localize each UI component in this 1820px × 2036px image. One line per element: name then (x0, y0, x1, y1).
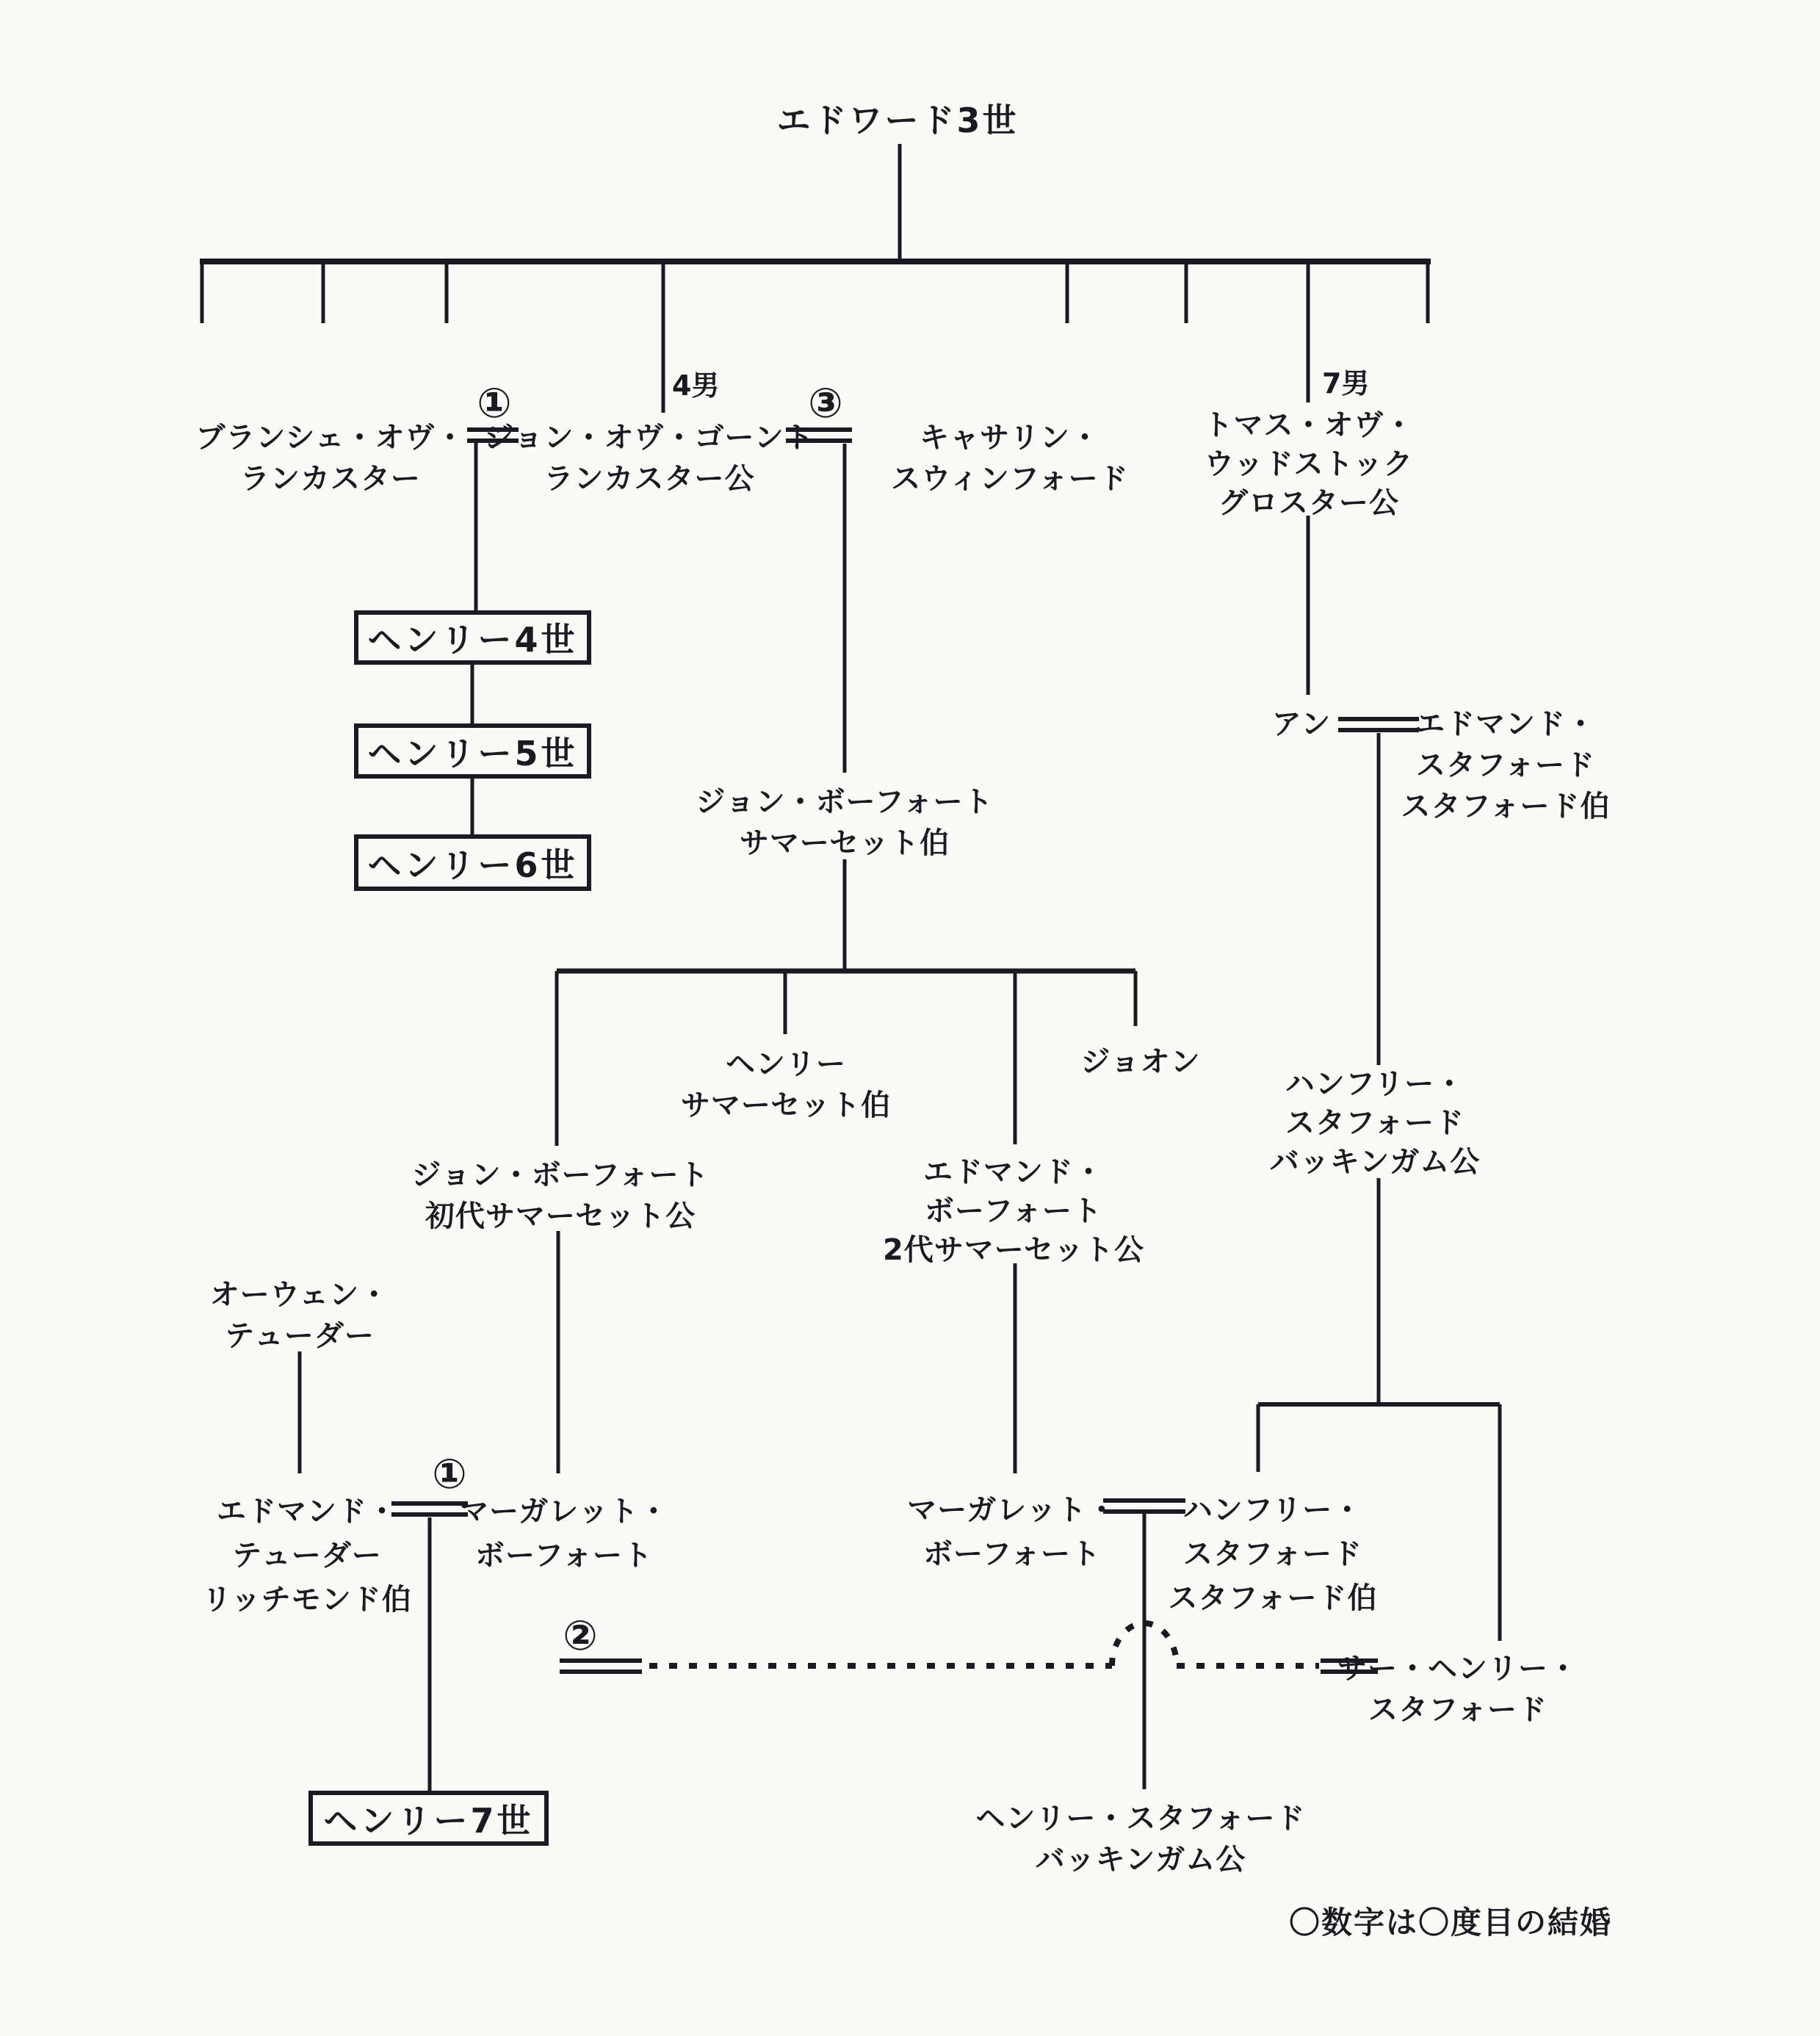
box-henry-vii: ヘンリー7世 (308, 1791, 549, 1846)
person-margaret-beaufort-right: マーガレット・ ボーフォート (907, 1493, 1117, 1571)
person-katherine-swynford: キャサリン・ スウィンフォード (891, 421, 1129, 496)
marriage-mark-third-gaunt: ③ (808, 380, 843, 427)
person-henry-stafford-buckingham: ヘンリー・スタフォード バッキンガム公 (975, 1802, 1306, 1877)
person-edmund-beaufort: エドマンド・ ボーフォート 2代サマーセット公 (882, 1155, 1145, 1267)
person-owen-tudor: オーウェン・ テューダー (209, 1278, 390, 1353)
person-henry-somerset: ヘンリー サマーセット伯 (680, 1047, 892, 1122)
person-edmund-tudor: エドマンド・ テューダー リッチモンド伯 (202, 1495, 412, 1617)
marriage-mark-second-margaret: ② (563, 1612, 598, 1660)
marriage-mark-first-tudor: ① (432, 1451, 467, 1498)
person-john-beaufort-duke: ジョン・ボーフォート 初代サマーセット公 (411, 1158, 709, 1233)
person-thomas-of-woodstock: トマス・オヴ・ ウッドストック グロスター公 (1203, 408, 1415, 520)
marriage-equals-second-left (560, 1658, 642, 1674)
person-humphrey-stafford-earl: ハンフリー・ スタフォード スタフォード伯 (1168, 1493, 1378, 1615)
box-henry-v: ヘンリー5世 (354, 723, 591, 779)
box-henry-iv: ヘンリー4世 (354, 610, 591, 665)
person-john-of-gaunt: ジョン・オヴ・ゴーント ランカスター公 (484, 421, 815, 496)
label-fourth-son: 4男 (672, 369, 720, 402)
marriage-mark-first-gaunt: ① (477, 380, 512, 427)
marriage-equals-tudor-margaret (391, 1501, 468, 1517)
person-humphrey-stafford-buckingham: ハンフリー・ スタフォード バッキンガム公 (1269, 1067, 1481, 1179)
marriage-equals-gaunt-katherine (786, 427, 852, 443)
box-henry-vi: ヘンリー6世 (354, 834, 591, 891)
person-anne: アン (1271, 707, 1332, 741)
person-joan: ジョオン (1080, 1045, 1201, 1079)
person-blanche-of-lancaster: ブランシェ・オヴ・ ランカスター (195, 421, 466, 496)
person-margaret-beaufort-left: マーガレット・ ボーフォート (459, 1495, 669, 1573)
person-edmund-stafford: エドマンド・ スタフォード スタフォード伯 (1401, 707, 1611, 823)
person-edward-iii: エドワード3世 (776, 101, 1019, 140)
person-john-beaufort-somerset: ジョン・ボーフォート サマーセット伯 (696, 785, 994, 860)
label-seventh-son: 7男 (1322, 367, 1370, 400)
legend-note: 〇数字は〇度目の結婚 (1288, 1905, 1613, 1941)
person-sir-henry-stafford: サー・ヘンリー・ スタフォード (1337, 1652, 1578, 1727)
